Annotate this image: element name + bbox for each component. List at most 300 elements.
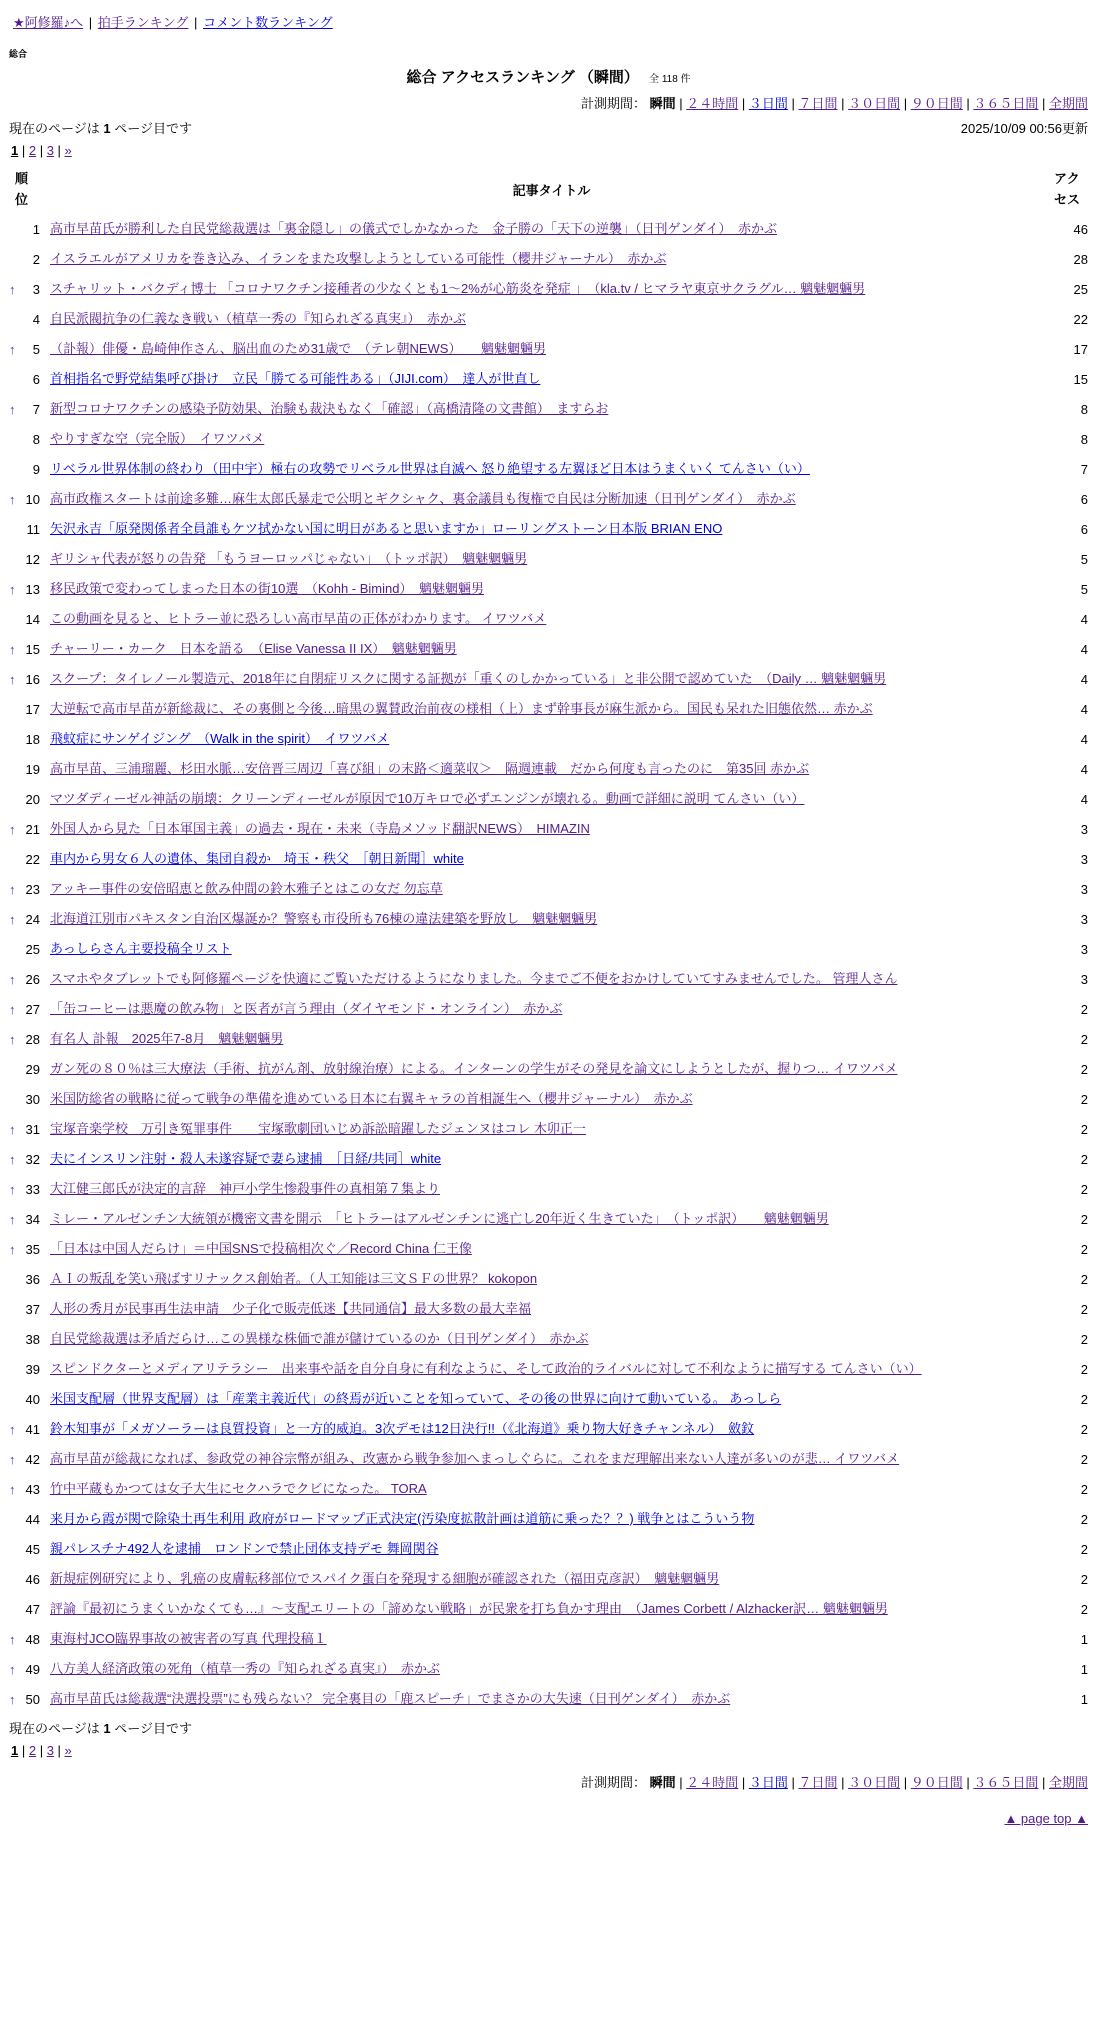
article-title-cell	[40, 1540, 1038, 1558]
table-row	[9, 814, 1088, 844]
separator: |	[18, 143, 29, 158]
article-title-cell	[40, 490, 1038, 508]
current-page-prefix: 現在のページは	[9, 1721, 100, 1736]
table-row	[9, 1594, 1088, 1624]
table-row	[9, 1144, 1088, 1174]
up-arrow-icon: ↑	[9, 1241, 16, 1257]
article-link[interactable]: 新規症例研究により、乳癌の皮膚転移部位でスパイク蛋白を発現する細胞が確認された（福田克彦訳） 魑魅魍魎男	[50, 1571, 720, 1586]
access-count: 2	[1080, 1481, 1088, 1497]
article-link[interactable]: 親パレスチナ492人を逮捕 ロンドンで禁止団体支持デモ 舞岡関谷	[50, 1541, 439, 1556]
access-count: 3	[1080, 941, 1088, 957]
article-link[interactable]: 高市早苗氏は総裁選“決選投票”にも残らない？ 完全裏目の「鹿スピーチ」でまさかの大失速（日刊ゲンダイ） 赤かぶ	[50, 1691, 731, 1706]
access-count: 5	[1080, 551, 1088, 567]
access-count: 2	[1080, 1571, 1088, 1587]
access-count: 2	[1080, 1151, 1088, 1167]
article-title-cell	[40, 1210, 1038, 1228]
rank-number: 46	[25, 1571, 40, 1587]
table-row	[9, 934, 1088, 964]
rank-number: 35	[25, 1241, 40, 1257]
separator: |	[787, 1775, 799, 1790]
table-row	[9, 214, 1088, 244]
period-label: 計測期間：	[580, 96, 650, 111]
article-link[interactable]: スピンドクターとメディアリテラシー 出来事や話を自分自身に有利なように、そして政治的ライバルに対して不利なように描写する てんさい（い）	[50, 1361, 922, 1376]
footer-current-page-text	[9, 1718, 1088, 1737]
article-title-cell	[40, 1180, 1038, 1198]
access-count: 8	[1080, 401, 1088, 417]
table-row	[9, 694, 1088, 724]
separator: |	[53, 143, 65, 158]
up-arrow-icon: ↑	[9, 281, 16, 297]
article-title-cell	[40, 790, 1038, 808]
period-current: 瞬間	[649, 1775, 676, 1790]
status-line	[9, 118, 1088, 137]
up-arrow-icon: ↑	[9, 1001, 16, 1017]
access-count: 4	[1080, 611, 1088, 627]
article-link[interactable]: 大逆転で高市早苗が新総裁に、その裏側と今後…暗黒の翼賛政治前夜の様相（上）まず幹事長が麻生派から。国民も呆れた旧態依然… 赤かぶ	[50, 701, 873, 716]
article-title-cell	[40, 250, 1038, 268]
article-link[interactable]: 夫にインスリン注射・殺人未遂容疑で妻ら逮捕 ［日経/共同］white	[50, 1151, 442, 1166]
separator: |	[787, 96, 799, 111]
rank-number: 31	[25, 1121, 40, 1137]
access-count: 22	[1073, 311, 1088, 327]
period-link[interactable]: ２４時間	[686, 1775, 739, 1790]
rank-number: 16	[25, 671, 40, 687]
period-link[interactable]: ３日間	[748, 1775, 788, 1790]
table-row	[9, 604, 1088, 634]
access-count: 2	[1080, 1121, 1088, 1137]
table-row	[9, 754, 1088, 784]
article-link[interactable]: 宝塚音楽学校 万引き冤罪事件 宝塚歌劇団いじめ訴訟暗躍したジェンヌはコレ 木卯正一	[50, 1121, 586, 1136]
table-row	[9, 1564, 1088, 1594]
period-link[interactable]: ９０日間	[910, 96, 963, 111]
article-link[interactable]: 高市早苗、三浦瑠麗、杉田水脈…安倍晋三周辺「喜び組」の末路＜適菜収＞ 隔週連載 だから何度も言ったのに 第35回 赤かぶ	[50, 761, 810, 776]
pagination-next-link[interactable]: »	[64, 143, 72, 158]
access-count: 1	[1080, 1661, 1088, 1677]
rank-number: 41	[25, 1421, 40, 1437]
nav-link-comment-ranking[interactable]: コメント数ランキング	[203, 15, 333, 30]
period-link[interactable]: ３０日間	[848, 96, 901, 111]
separator: |	[962, 96, 974, 111]
table-row	[9, 574, 1088, 604]
access-count: 25	[1073, 281, 1088, 297]
access-count: 2	[1080, 1451, 1088, 1467]
rank-number: 11	[26, 521, 40, 537]
rank-number: 7	[32, 401, 40, 417]
article-title-cell	[40, 520, 1038, 538]
rank-number: 3	[32, 281, 40, 297]
table-header	[9, 168, 1088, 210]
article-title-cell	[40, 1360, 1038, 1378]
table-row	[9, 1384, 1088, 1414]
article-link[interactable]: 移民政策で変わってしまった日本の街10選 （Kohh - Bimind） 魑魅魍魎男	[50, 581, 484, 596]
column-header-access: アクセス	[1054, 171, 1081, 207]
table-row	[9, 1354, 1088, 1384]
rank-number: 43	[25, 1481, 40, 1497]
period-selector-bottom	[9, 1772, 1088, 1791]
article-link[interactable]: 鈴木知事が「メガソーラーは良質投資」と一方的威迫。3次デモは12日決行!!（《北海道》乗り物大好きチャンネル） 斂鈫	[50, 1421, 755, 1436]
article-title-cell	[40, 640, 1038, 658]
table-row	[9, 304, 1088, 334]
period-link[interactable]: ２４時間	[686, 96, 739, 111]
period-link[interactable]: 全期間	[1048, 96, 1088, 111]
article-link[interactable]: 高市早苗が総裁になれば、参政党の神谷宗幣が組み、改憲から戦争参加へまっしぐらに。これをまだ理解出来ない人達が多いのが悲… イワツバメ	[50, 1451, 900, 1466]
table-row	[9, 514, 1088, 544]
article-title-cell	[40, 910, 1038, 928]
pagination-page-link[interactable]: 3	[46, 1743, 54, 1758]
rank-number: 38	[25, 1331, 40, 1347]
table-row	[9, 1054, 1088, 1084]
article-link[interactable]: リベラル世界体制の終わり（田中宇）極右の攻勢でリベラル世界は自滅へ 怒り絶望する左翼ほど日本はうまくいく てんさい（い）	[50, 461, 810, 476]
table-row	[9, 1114, 1088, 1144]
up-arrow-icon: ↑	[9, 671, 16, 687]
rank-number: 10	[25, 491, 40, 507]
pagination-current-page: 1	[11, 1743, 19, 1758]
separator: |	[36, 143, 47, 158]
category-label: 総合	[9, 49, 28, 59]
rank-number: 33	[25, 1181, 40, 1197]
article-link[interactable]: 新型コロナワクチンの感染予防効果、治験も裁決もなく「確認」（高橋清隆の文書館） ますらお	[50, 401, 609, 416]
pagination-page-link[interactable]: 3	[46, 143, 54, 158]
table-row	[9, 1534, 1088, 1564]
table-row	[9, 994, 1088, 1024]
article-link[interactable]: 竹中平蔵もかつては女子大生にセクハラでクビになった。 TORA	[50, 1481, 427, 1496]
rank-number: 18	[25, 731, 40, 747]
rank-number: 15	[25, 641, 40, 657]
article-link[interactable]: この動画を見ると、ヒトラー並に恐ろしい高市早苗の正体がわかります。 イワツバメ	[50, 611, 547, 626]
rank-number: 13	[25, 581, 40, 597]
up-arrow-icon: ↑	[9, 1661, 16, 1677]
nav-separator: |	[88, 15, 93, 30]
rank-number: 47	[25, 1601, 40, 1617]
article-link[interactable]: 北海道江別市パキスタン自治区爆誕か？警察も市役所も76棟の違法建築を野放し 魑魅魍魎男	[50, 911, 598, 926]
pagination-page-link[interactable]: 2	[28, 1743, 37, 1758]
current-page-suffix: ページ目です	[114, 121, 192, 136]
rank-number: 6	[32, 371, 40, 387]
rank-number: 9	[32, 461, 40, 477]
rank-number: 37	[25, 1301, 40, 1317]
article-title-cell	[40, 1150, 1038, 1168]
article-link[interactable]: 評論『最初にうまくいかなくても…』～支配エリートの「諦めない戦略」が民衆を打ち負かす理由 （James Corbett / Alzhacker訳… 魑魅魍魎男	[50, 1601, 888, 1616]
access-count: 2	[1080, 1031, 1088, 1047]
access-count: 4	[1080, 731, 1088, 747]
table-row	[9, 1414, 1088, 1444]
rank-number: 48	[25, 1631, 40, 1647]
updated-timestamp: 2025/10/09 00:56更新	[960, 121, 1088, 136]
access-count: 17	[1073, 341, 1088, 357]
period-link[interactable]: ７日間	[798, 96, 838, 111]
article-title-cell	[40, 700, 1038, 718]
article-title-cell	[40, 1330, 1038, 1348]
article-link[interactable]: マツダディーゼル神話の崩壊：クリーンディーゼルが原因で10万キロで必ずエンジンが壊れる。動画で詳細に説明 てんさい（い）	[50, 791, 805, 806]
article-link[interactable]: アッキー事件の安倍昭恵と飲み仲間の鈴木雅子とはこの女だ 勿忘草	[50, 881, 443, 896]
article-link[interactable]: ＡＩの叛乱を笑い飛ばすリナックス創始者。（人工知能は三文ＳＦの世界？ kokopon	[50, 1271, 538, 1286]
article-link[interactable]: 米国支配層（世界支配層）は「産業主義近代」の終焉が近いことを知っていて、その後の世界に向けて動いている。 あっしら	[50, 1391, 782, 1406]
rank-number: 24	[25, 911, 40, 927]
article-title-cell	[40, 1090, 1038, 1108]
article-link[interactable]: ミレー・アルゼンチン大統領が機密文書を開示 「ヒトラーはアルゼンチンに逃亡し20年近く生きていた」 （トッポ訳） 魑魅魍魎男	[50, 1211, 829, 1226]
article-link[interactable]: 「日本は中国人だらけ」＝中国SNSで投稿相次ぐ／Record China 仁王像	[50, 1241, 472, 1256]
article-link[interactable]: 来月から霞が関で除染土再生利用 政府がロードマップ正式決定(汚染度拡散計画は道筋に乗った？？) 戦争とはこういう物	[50, 1511, 755, 1526]
table-row	[9, 334, 1088, 364]
nav-link-home[interactable]: ★阿修羅♪へ	[13, 15, 84, 30]
access-count: 2	[1080, 1061, 1088, 1077]
article-title-cell	[40, 1660, 1038, 1678]
access-count: 2	[1080, 1421, 1088, 1437]
up-arrow-icon: ↑	[9, 1151, 16, 1167]
table-row	[9, 364, 1088, 394]
article-link[interactable]: あっしらさん主要投稿全リスト	[50, 941, 232, 956]
rank-number: 19	[25, 761, 40, 777]
table-row	[9, 1654, 1088, 1684]
period-link[interactable]: 全期間	[1048, 1775, 1088, 1790]
article-link[interactable]: 米国防総省の戦略に従って戦争の準備を進めている日本に右翼キャラの首相誕生へ（櫻井ジャーナル） 赤かぶ	[50, 1091, 693, 1106]
nav-link-clap-ranking[interactable]: 拍手ランキング	[97, 15, 189, 30]
article-title-cell	[40, 400, 1038, 418]
up-arrow-icon: ↑	[9, 491, 16, 507]
article-link[interactable]: （訃報）俳優・島崎伸作さん、脳出血のため31歳で （テレ朝NEWS） 魑魅魍魎男	[50, 341, 546, 356]
rank-number: 14	[25, 611, 40, 627]
table-row	[9, 244, 1088, 274]
table-row	[9, 724, 1088, 754]
article-title-cell	[40, 730, 1038, 748]
separator: |	[837, 96, 849, 111]
rank-number: 42	[25, 1451, 40, 1467]
current-page-prefix: 現在のページは	[9, 121, 100, 136]
table-row	[9, 1174, 1088, 1204]
article-title-cell	[40, 670, 1038, 688]
article-link[interactable]: やりすぎな空（完全版） イワツバメ	[50, 431, 265, 446]
article-title-cell	[40, 940, 1038, 958]
access-count: 6	[1080, 491, 1088, 507]
table-row	[9, 544, 1088, 574]
article-title-cell	[40, 1000, 1038, 1018]
table-row	[9, 1624, 1088, 1654]
article-title-cell	[40, 1240, 1038, 1258]
article-title-cell	[40, 850, 1038, 868]
article-title-cell	[40, 220, 1038, 238]
up-arrow-icon: ↑	[9, 1451, 16, 1467]
access-count: 1	[1080, 1691, 1088, 1707]
separator: |	[53, 1743, 65, 1758]
article-link[interactable]: 車内から男女６人の遺体、集団自殺か 埼玉・秩父 ［朝日新聞］white	[50, 851, 464, 866]
rank-number: 1	[32, 221, 40, 237]
article-link[interactable]: 東海村JCO臨界事故の被害者の写真 代理投稿１	[50, 1631, 327, 1646]
article-link[interactable]: 「缶コーヒーは悪魔の飲み物」と医者が言う理由（ダイヤモンド・オンライン） 赤かぶ	[50, 1001, 563, 1016]
article-link[interactable]: 首相指名で野党結集呼び掛け 立民「勝てる可能性ある」（JIJI.com） 達人が世直し	[50, 371, 541, 386]
article-link[interactable]: 自民派閥抗争の仁義なき戦い（植草一秀の『知られざる真実』） 赤かぶ	[50, 311, 467, 326]
separator: |	[1038, 1775, 1049, 1790]
page-top-area	[9, 1811, 1088, 1826]
article-title-cell	[40, 1450, 1038, 1468]
access-count: 3	[1080, 881, 1088, 897]
table-row	[9, 664, 1088, 694]
table-row	[9, 1474, 1088, 1504]
access-count: 4	[1080, 701, 1088, 717]
page-title-text: 総合 アクセスランキング （瞬間）	[406, 69, 639, 86]
article-link[interactable]: 人形の秀月が民事再生法申請 少子化で販売低迷【共同通信】最大多数の最大幸福	[50, 1301, 532, 1316]
access-count: 3	[1080, 971, 1088, 987]
column-header-title: 記事タイトル	[512, 182, 591, 198]
table-row	[9, 424, 1088, 454]
period-link[interactable]: ３６５日間	[973, 96, 1039, 111]
access-count: 3	[1080, 911, 1088, 927]
separator: |	[1038, 96, 1049, 111]
rank-number: 17	[25, 701, 40, 717]
access-count: 2	[1080, 1601, 1088, 1617]
table-row	[9, 1294, 1088, 1324]
nav-separator: |	[194, 15, 198, 30]
rank-number: 12	[25, 551, 40, 567]
separator: |	[962, 1775, 974, 1790]
rank-number: 40	[25, 1391, 40, 1407]
article-title-cell	[40, 1030, 1038, 1048]
article-link[interactable]: 自民党総裁選は矛盾だらけ…この異様な株価で誰が儲けているのか（日刊ゲンダイ） 赤かぶ	[50, 1331, 589, 1346]
table-row	[9, 1264, 1088, 1294]
article-link[interactable]: 有名人 訃報 2025年7-8月 魑魅魍魎男	[50, 1031, 284, 1046]
rank-number: 34	[25, 1211, 40, 1227]
article-link[interactable]: 大江健三郎氏が決定的言辞 神戸小学生惨殺事件の真相第７集より	[50, 1181, 441, 1196]
article-title-cell	[40, 460, 1038, 478]
rank-number: 28	[25, 1031, 40, 1047]
rank-number: 2	[32, 251, 40, 267]
rank-number: 22	[25, 851, 40, 867]
access-count: 6	[1080, 521, 1088, 537]
rank-number: 25	[25, 941, 40, 957]
up-arrow-icon: ↑	[9, 971, 16, 987]
separator: |	[675, 1775, 687, 1790]
article-link[interactable]: 矢沢永吉「原発関係者全員誰もケツ拭かない国に明日があると思いますか」ローリングストーン日本版 BRIAN ENO	[50, 521, 723, 536]
access-count: 2	[1080, 1301, 1088, 1317]
article-link[interactable]: 高市政権スタートは前途多難…麻生太郎氏暴走で公明とギクシャク、裏金議員も復権で自民は分断加速（日刊ゲンダイ） 赤かぶ	[50, 491, 796, 506]
rank-number: 27	[25, 1001, 40, 1017]
access-count: 4	[1080, 791, 1088, 807]
pagination-next-link[interactable]: »	[64, 1743, 72, 1758]
article-link[interactable]: スクープ：タイレノール製造元、2018年に自閉症リスクに関する証拠が「重くのしかかっている」と非公開で認めていた （Daily … 魑魅魍魎男	[50, 671, 887, 686]
rank-number: 23	[25, 881, 40, 897]
up-arrow-icon: ↑	[9, 401, 16, 417]
access-count: 2	[1080, 1241, 1088, 1257]
table-row	[9, 1204, 1088, 1234]
period-link[interactable]: ３日間	[748, 96, 788, 111]
current-page-text	[9, 118, 192, 137]
rank-number: 8	[32, 431, 40, 447]
current-page-number: 1	[103, 121, 111, 136]
separator: |	[900, 1775, 911, 1790]
access-count: 8	[1080, 431, 1088, 447]
period-link[interactable]: ９０日間	[910, 1775, 963, 1790]
rank-number: 30	[25, 1091, 40, 1107]
up-arrow-icon: ↑	[9, 1481, 16, 1497]
separator: |	[18, 1743, 29, 1758]
up-arrow-icon: ↑	[9, 1421, 16, 1437]
table-row	[9, 1084, 1088, 1114]
access-count: 5	[1080, 581, 1088, 597]
up-arrow-icon: ↑	[9, 1121, 16, 1137]
article-link[interactable]: 八方美人経済政策の死角（植草一秀の『知られざる真実』） 赤かぶ	[50, 1661, 441, 1676]
top-nav	[11, 12, 1088, 31]
rank-number: 29	[25, 1061, 40, 1077]
period-current: 瞬間	[649, 96, 676, 111]
page-top-link[interactable]: ▲ page top ▲	[1004, 1811, 1088, 1826]
article-link[interactable]: チャーリー・カーク 日本を語る （Elise Vanessa II IX） 魑魅魍魎男	[50, 641, 457, 656]
rank-number: 26	[25, 971, 40, 987]
article-title-cell	[40, 340, 1038, 358]
rank-number: 36	[25, 1271, 40, 1287]
rank-number: 32	[25, 1151, 40, 1167]
article-title-cell	[40, 760, 1038, 778]
article-link[interactable]: ガン死の８０％は三大療法（手術、抗がん剤、放射線治療）による。インターンの学生がその発見を論文にしようとしたが、握りつ… イワツバメ	[50, 1061, 898, 1076]
access-count: 46	[1073, 221, 1088, 237]
article-title-cell	[40, 1120, 1038, 1138]
article-title-cell	[40, 880, 1038, 898]
page-title	[9, 66, 1088, 87]
table-row	[9, 1504, 1088, 1534]
up-arrow-icon: ↑	[9, 1211, 16, 1227]
up-arrow-icon: ↑	[9, 341, 16, 357]
access-count: 2	[1080, 1271, 1088, 1287]
rank-number: 5	[32, 341, 40, 357]
separator: |	[738, 96, 749, 111]
article-link[interactable]: スチャリット・バクディ博士 「コロナワクチン接種者の少なくとも1～2%が心筋炎を発症 」 （kla.tv / ヒマラヤ東京サクラグル… 魑魅魍魎男	[50, 281, 866, 296]
article-title-cell	[40, 970, 1038, 988]
access-count: 2	[1080, 1541, 1088, 1557]
table-row	[9, 904, 1088, 934]
article-title-cell	[40, 370, 1038, 388]
table-row	[9, 844, 1088, 874]
period-link[interactable]: ７日間	[798, 1775, 838, 1790]
table-row	[9, 454, 1088, 484]
article-title-cell	[40, 1600, 1038, 1618]
up-arrow-icon: ↑	[9, 1631, 16, 1647]
pagination-page-link[interactable]: 2	[28, 143, 37, 158]
article-title-cell	[40, 610, 1038, 628]
access-count: 2	[1080, 1331, 1088, 1347]
article-link[interactable]: スマホやタブレットでも阿修羅ページを快適にご覧いただけるようになりました。今までご不便をおかけしていてすみませんでした。 管理人さん	[50, 971, 898, 986]
access-count: 2	[1080, 1001, 1088, 1017]
access-count: 4	[1080, 761, 1088, 777]
article-title-cell	[40, 820, 1038, 838]
article-link[interactable]: 高市早苗氏が勝利した自民党総裁選は「裏金隠し」の儀式でしかなかった 金子勝の「天下の逆襲」（日刊ゲンダイ） 赤かぶ	[50, 221, 777, 236]
period-link[interactable]: ３０日間	[848, 1775, 901, 1790]
access-count: 2	[1080, 1361, 1088, 1377]
article-title-cell	[40, 1300, 1038, 1318]
rank-number: 21	[25, 821, 40, 837]
table-row	[9, 1684, 1088, 1714]
article-title-cell	[40, 1270, 1038, 1288]
article-title-cell	[40, 1690, 1038, 1708]
access-count: 2	[1080, 1511, 1088, 1527]
table-row	[9, 274, 1088, 304]
table-row	[9, 964, 1088, 994]
access-count: 2	[1080, 1091, 1088, 1107]
rank-number: 44	[25, 1511, 40, 1527]
article-link[interactable]: イスラエルがアメリカを巻き込み、イランをまた攻撃しようとしている可能性（櫻井ジャーナル） 赤かぶ	[50, 251, 667, 266]
rank-number: 4	[32, 311, 40, 327]
up-arrow-icon: ↑	[9, 821, 16, 837]
article-link[interactable]: 飛蚊症にサンゲイジング （Walk in the spirit） イワツバメ	[50, 731, 390, 746]
article-title-cell	[40, 1060, 1038, 1078]
article-title-cell	[40, 550, 1038, 568]
table-row	[9, 1234, 1088, 1264]
table-row	[9, 484, 1088, 514]
article-link[interactable]: 外国人から見た「日本軍国主義」の過去・現在・未来（寺島メソッド翻訳NEWS） HIMAZIN	[50, 821, 590, 836]
table-row	[9, 1324, 1088, 1354]
article-link[interactable]: ギリシャ代表が怒りの告発 「もうヨーロッパじゃない」 （トッポ訳） 魑魅魍魎男	[50, 551, 528, 566]
period-link[interactable]: ３６５日間	[973, 1775, 1039, 1790]
ranking-list	[9, 214, 1088, 1714]
access-count: 3	[1080, 821, 1088, 837]
article-title-cell	[40, 1420, 1038, 1438]
